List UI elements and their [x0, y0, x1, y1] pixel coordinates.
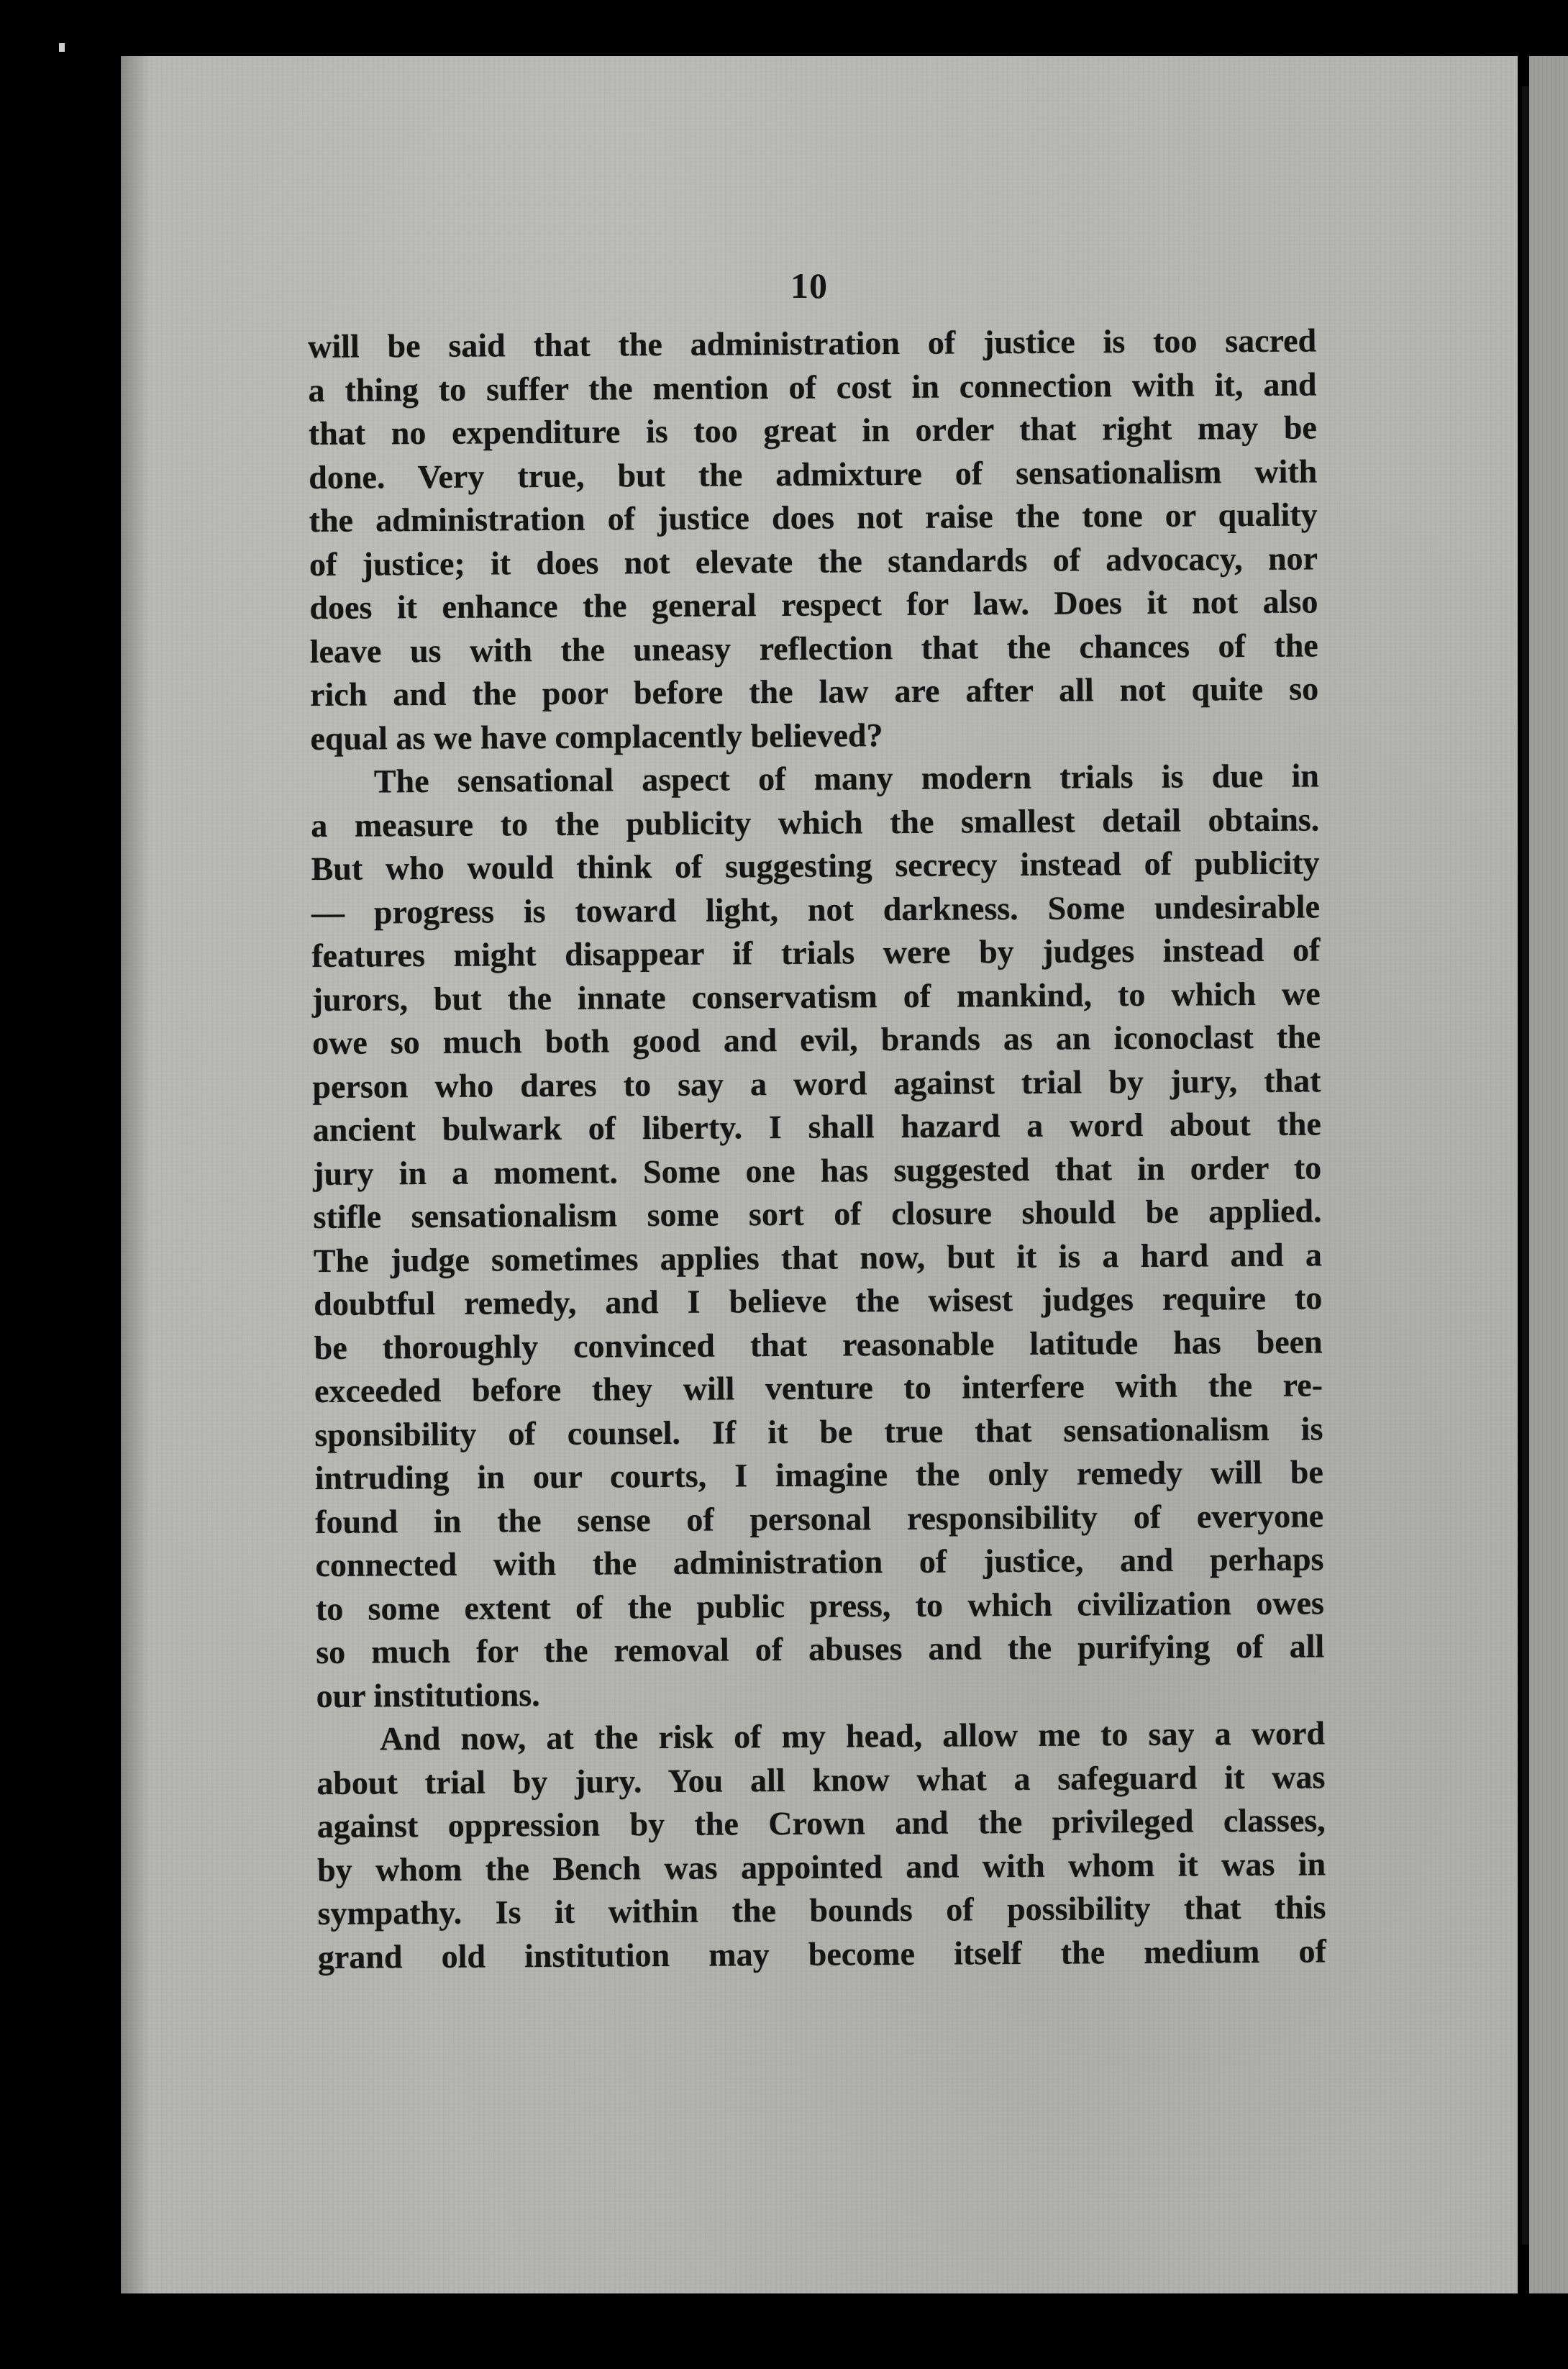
text-line: does it enhance the general respect for law. Does it not also: [309, 583, 1318, 626]
text-line: doubtful remedy, and I believe the wisest judges require to: [314, 1279, 1323, 1322]
text-line: stifle sensationalism some sort of closure should be applied.: [313, 1192, 1322, 1235]
facing-page-sliver: [1529, 56, 1568, 2293]
paragraph-start-line: And now, at the risk of my head, allow me to say a word: [379, 1714, 1326, 1758]
text-line: — progress is toward light, not darkness. Some undesirable: [311, 887, 1321, 931]
text-line: person who dares to say a word against trial by jury, that: [312, 1061, 1321, 1105]
text-line: But who would think of suggesting secrecy instead of publicity: [311, 844, 1320, 887]
text-line: to some extent of the public press, to which civilization owes: [315, 1583, 1325, 1627]
page-number: 10: [790, 265, 828, 306]
text-line: ancient bulwark of liberty. I shall hazard a word about the: [312, 1105, 1321, 1148]
text-line: grand old institution may become itself the medium of: [317, 1932, 1326, 1975]
text-line: intruding in our courts, I imagine the only remedy will be: [314, 1453, 1323, 1496]
text-line: The judge sometimes applies that now, but it is a hard and a: [313, 1235, 1323, 1279]
text-line: that no expenditure is too great in order that right may be: [308, 409, 1318, 452]
text-line: a measure to the publicity which the smallest detail obtains.: [311, 800, 1320, 844]
text-line: exceeded before they will venture to interfere with the re-: [314, 1366, 1323, 1409]
page-gutter-edge: [1522, 86, 1529, 2245]
text-line: so much for the removal of abuses and the purifying of all: [316, 1627, 1325, 1670]
text-line: about trial by jury. You all know what a safeguard it was: [316, 1758, 1326, 1801]
text-line: owe so much both good and evil, brands as an iconoclast the: [311, 1018, 1321, 1061]
text-line: will be said that the administration of justice is too sacred: [308, 322, 1317, 365]
text-line: be thoroughly convinced that reasonable latitude has been: [314, 1322, 1323, 1366]
paragraph-start-line: The sensational aspect of many modern trials is due in: [373, 757, 1320, 800]
text-line: the administration of justice does not raise the tone or quality: [309, 496, 1318, 539]
text-line: done. Very true, but the admixture of sensationalism with: [309, 452, 1318, 496]
body-text: [308, 319, 1326, 1979]
page-edge-shadow: [121, 56, 150, 2293]
text-line: equal as we have complacently believed?: [310, 716, 883, 757]
text-line: rich and the poor before the law are after all not quite so: [309, 670, 1319, 713]
text-line: sponsibility of counsel. If it be true that sensationalism is: [314, 1409, 1323, 1453]
text-line: found in the sense of personal responsibility of everyone: [315, 1496, 1324, 1540]
scan-corner-mark: [59, 43, 65, 52]
text-line: jurors, but the innate conservatism of mankind, to which we: [311, 974, 1321, 1018]
text-line: against oppression by the Crown and the privileged classes,: [316, 1801, 1326, 1845]
text-line: jury in a moment. Some one has suggested that in order to: [313, 1148, 1322, 1192]
text-line: leave us with the uneasy reflection that the chances of the: [309, 626, 1318, 670]
text-line: of justice; it does not elevate the standards of advocacy, nor: [309, 539, 1318, 583]
text-line: a thing to suffer the mention of cost in connection with it, and: [308, 365, 1317, 409]
text-line: sympathy. Is it within the bounds of possibility that this: [317, 1888, 1326, 1932]
text-line: our institutions.: [316, 1675, 540, 1714]
text-line: features might disappear if trials were by judges instead of: [311, 931, 1321, 974]
text-line: by whom the Bench was appointed and with whom it was in: [316, 1845, 1326, 1888]
text-line: connected with the administration of justice, and perhaps: [315, 1540, 1324, 1583]
